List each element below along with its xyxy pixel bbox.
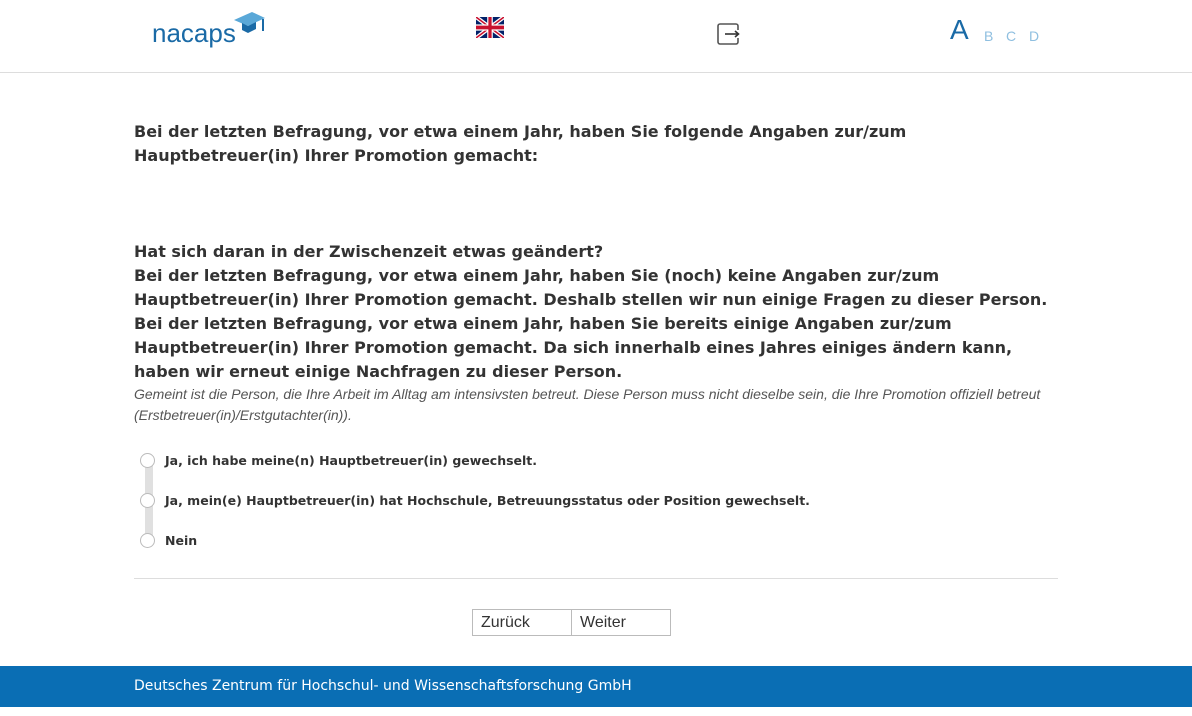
radio-button[interactable] [140,453,155,468]
divider [134,578,1058,579]
question-intro [134,120,1054,168]
next-button[interactable]: Weiter [571,609,671,636]
option-label: Nein [165,533,198,548]
font-size-a[interactable]: A [950,14,969,45]
uk-flag-icon[interactable] [476,17,504,38]
navigation-buttons [472,609,671,636]
graduation-cap-icon [232,10,266,38]
option-label: Ja, mein(e) Hauptbetreuer(in) hat Hochschule, Betreuungsstatus oder Position gewechselt. [165,493,810,508]
footer-text: Deutsches Zentrum für Hochschul- und Wissenschaftsforschung GmbH [134,678,632,694]
question-line-1: Hat sich daran in der Zwischenzeit etwas geändert? [134,242,604,261]
question-hint: Gemeint ist die Person, die Ihre Arbeit im Alltag am intensivsten betreut. Diese Person muss nicht dieselbe sein, die Ihre Promotion offiziell betreut (Erstbetreuer(in)/Erstgutachter(in)). [134,386,1041,423]
radio-button[interactable] [140,533,155,548]
logout-icon[interactable] [716,22,742,46]
font-size-c[interactable]: C [1006,28,1017,44]
answer-options [140,452,1040,562]
footer [0,666,1192,707]
font-size-d[interactable]: D [1029,28,1040,44]
radio-button[interactable] [140,493,155,508]
option-label: Ja, ich habe meine(n) Hauptbetreuer(in) gewechselt. [165,453,538,468]
logo-text: nacaps [152,18,236,48]
back-button[interactable]: Zurück [472,609,572,636]
nacaps-logo[interactable] [152,10,272,50]
header [0,0,1192,73]
question-block [134,240,1058,426]
question-intro-text: Bei der letzten Befragung, vor etwa einem Jahr, haben Sie folgende Angaben zur/zum Hauptbetreuer(in) Ihrer Promotion gemacht: [134,122,907,165]
font-size-b[interactable]: B [984,28,994,44]
question-line-2: Bei der letzten Befragung, vor etwa einem Jahr, haben Sie (noch) keine Angaben zur/zum Hauptbetreuer(in) Ihrer Promotion gemacht. Deshalb stellen wir nun einige Fragen zu dieser Person. [134,266,1048,309]
question-line-3: Bei der letzten Befragung, vor etwa einem Jahr, haben Sie bereits einige Angaben zur/zum Hauptbetreuer(in) Ihrer Promotion gemacht. Da sich innerhalb eines Jahres einiges ändern kann, haben wir erneut einige Nachfragen zu dieser Person. [134,314,1013,381]
